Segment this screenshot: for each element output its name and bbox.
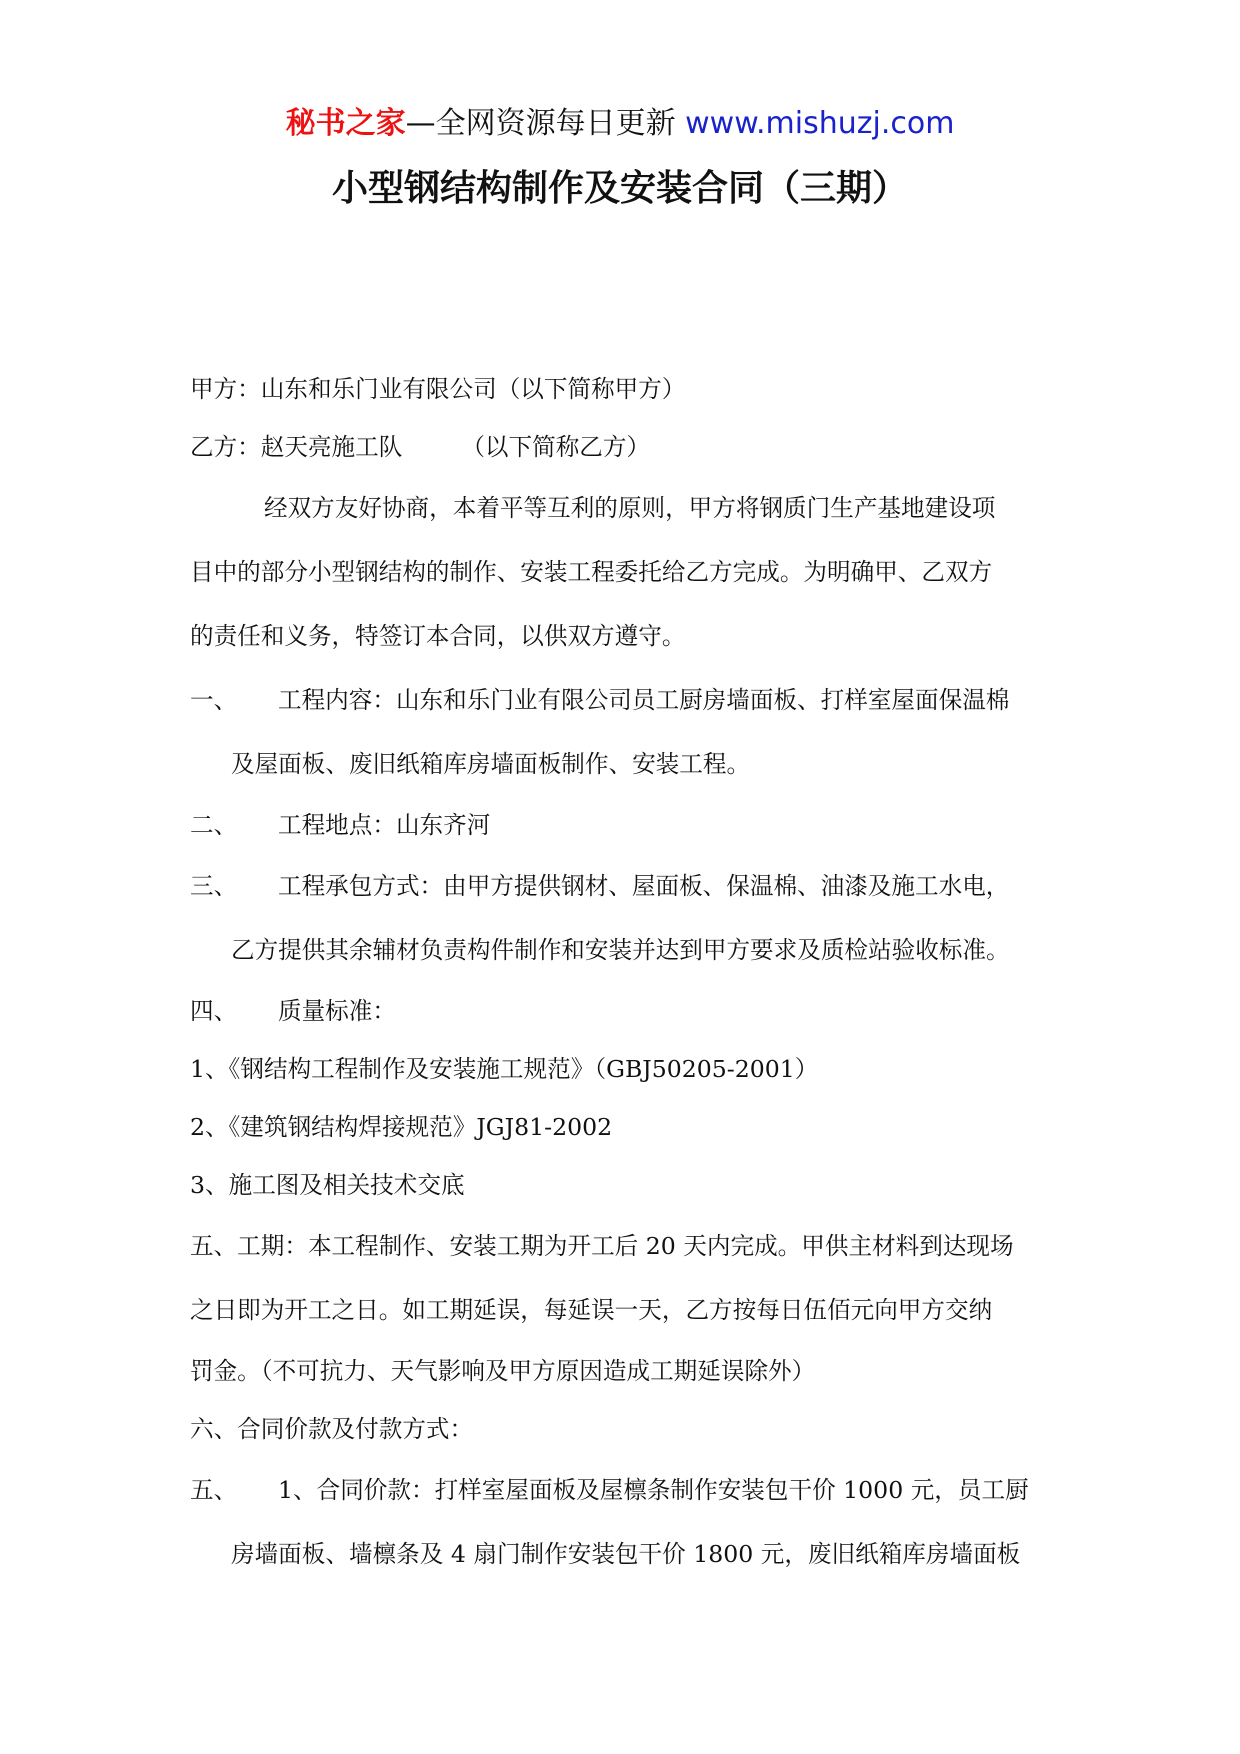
clause-number: 二、 [190,811,238,839]
clause-number: 四、 [190,997,238,1025]
schedule-line: 之日即为开工之日。如工期延误，每延误一天，乙方按每日伍佰元向甲方交纳 [190,1296,993,1324]
clause-text: 工程内容：山东和乐门业有限公司员工厨房墙面板、打样室屋面保温棉 [278,686,1010,714]
clause-number: 一、 [190,686,238,714]
banner-slogan: —全网资源每日更新 [405,106,676,141]
payment-heading: 六、合同价款及付款方式： [190,1415,474,1443]
brand-name: 秘书之家 [285,106,406,141]
intro-line: 的责任和义务，特签订本合同，以供双方遵守。 [190,622,686,650]
clause-text: 1、合同价款：打样室屋面板及屋檩条制作安装包干价 1000 元，员工厨 [278,1476,1029,1504]
intro-line: 目中的部分小型钢结构的制作、安装工程委托给乙方完成。为明确甲、乙双方 [190,558,993,586]
clause-number: 五、 [190,1476,238,1504]
clause-work-content [190,668,1060,732]
standard-item: 2、《建筑钢结构焊接规范》JGJ81-2002 [190,1113,613,1141]
contract-title: 小型钢结构制作及安装合同（三期） [331,168,908,209]
clause-text: 房墙面板、墙檩条及 4 扇门制作安装包干价 1800 元，废旧纸箱库房墙面板 [231,1540,1021,1568]
clause-text: 质量标准： [278,997,396,1025]
clause-text: 乙方提供其余辅材负责构件制作和安装并达到甲方要求及质检站验收标准。 [231,936,1010,964]
standard-item: 1、《钢结构工程制作及安装施工规范》（GBJ50205-2001） [190,1055,819,1083]
schedule-line: 五、工期：本工程制作、安装工期为开工后 20 天内完成。甲供主材料到达现场 [190,1232,1014,1260]
schedule-line: 罚金。（不可抗力、天气影响及甲方原因造成工期延误除外） [190,1357,816,1385]
clause-text: 工程承包方式：由甲方提供钢材、屋面板、保温棉、油漆及施工水电， [278,872,1010,900]
clause-quality-standard [190,982,1060,1040]
party-b: 乙方：赵天亮施工队 （以下简称乙方） [190,433,651,461]
clause-text: 及屋面板、废旧纸箱库房墙面板制作、安装工程。 [231,750,751,778]
clause-text: 工程地点：山东齐河 [278,811,491,839]
clause-work-location [190,796,1060,854]
clause-contract-method [190,854,1060,918]
standard-item: 3、施工图及相关技术交底 [190,1171,465,1199]
clause-number: 三、 [190,872,238,900]
site-url[interactable]: www.mishuzj.com [685,106,955,141]
party-a: 甲方：山东和乐门业有限公司（以下简称甲方） [190,375,686,403]
site-banner [0,100,1240,148]
contract-body [190,360,1060,1586]
clause-contract-price [190,1458,1060,1522]
intro-line: 经双方友好协商，本着平等互利的原则，甲方将钢质门生产基地建设项 [264,494,996,522]
